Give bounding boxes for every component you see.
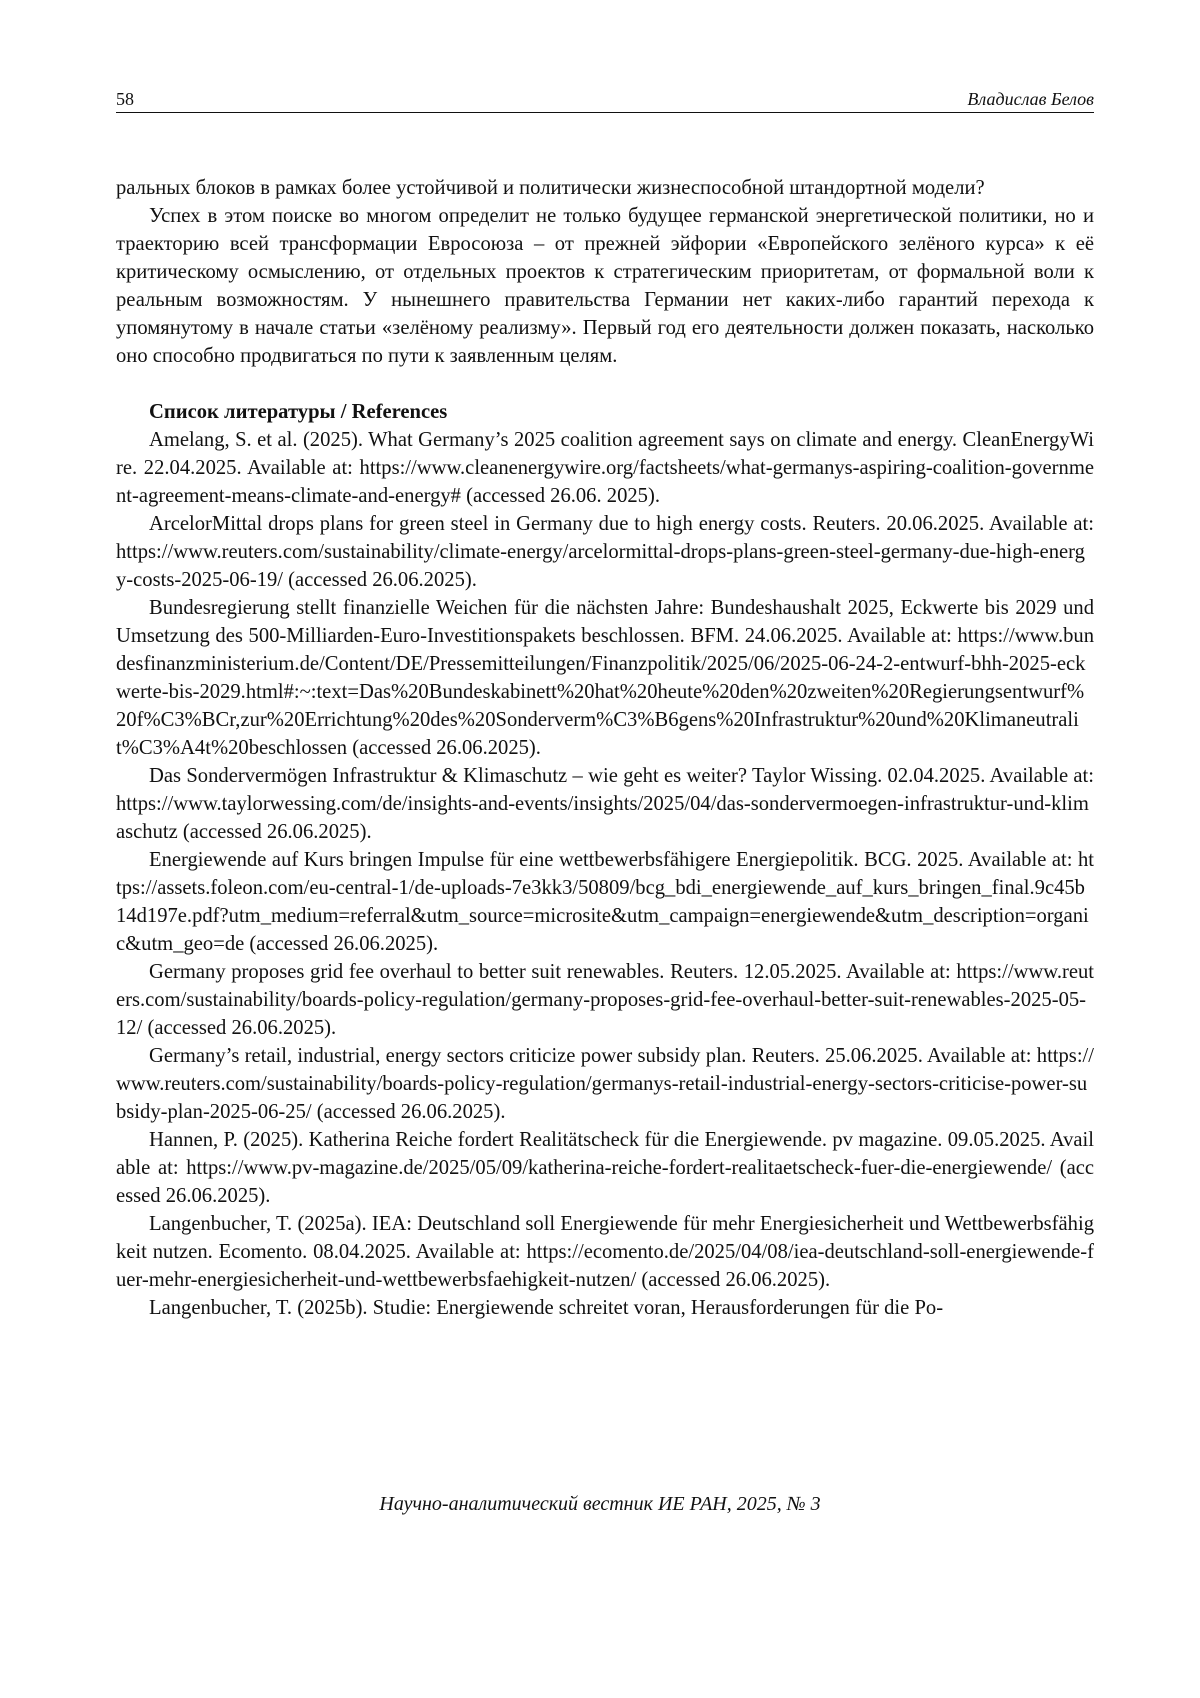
reference-item: ArcelorMittal drops plans for green steel in Germany due to high energy costs. Reuters. 20.06.2025. Available at: https://www.reuters.com/sustainability/climate-energy/arcelormittal-drops-plans-green-steel-germany-due-high-energy-costs-2025-06-19/ (accessed 26.06.2025).	[116, 513, 1094, 591]
body-paragraph-1: ральных блоков в рамках более устойчивой и политически жизнеспособной штандортной модели?	[116, 177, 985, 199]
journal-footer: Научно-аналитический вестник ИЕ РАН, 2025, № 3	[379, 1493, 821, 1515]
page-number: 58	[116, 89, 134, 109]
page-header	[116, 86, 1094, 113]
page-content	[116, 174, 1094, 1322]
reference-item: Hannen, P. (2025). Katherina Reiche fordert Realitätscheck für die Energiewende. pv magazine. 09.05.2025. Available at: https://www.pv-magazine.de/2025/05/09/katherina-reiche-fordert-realitaetscheck-fuer-die-energiewende/ (accessed 26.06.2025).	[116, 1129, 1094, 1207]
reference-item: Energiewende auf Kurs bringen Impulse für eine wettbewerbsfähigere Energiepolitik. BCG. 2025. Available at: https://assets.foleon.com/eu-central-1/de-uploads-7e3kk3/50809/bcg_bdi_energiewende_auf_kurs_bringen_final.9c45b14d197e.pdf?utm_medium=referral&utm_source=microsite&utm_campaign=energiewende&utm_description=organic&utm_geo=de (accessed 26.06.2025).	[116, 849, 1094, 955]
reference-item: Germany proposes grid fee overhaul to better suit renewables. Reuters. 12.05.2025. Available at: https://www.reuters.com/sustainability/boards-policy-regulation/germany-proposes-grid-fee-overhaul-better-suit-renewables-2025-05-12/ (accessed 26.06.2025).	[116, 961, 1094, 1039]
running-author: Владислав Белов	[967, 89, 1094, 109]
reference-item: Langenbucher, T. (2025a). IEA: Deutschland soll Energiewende für mehr Energiesicherheit und Wettbewerbsfähigkeit nutzen. Ecomento. 08.04.2025. Available at: https://ecomento.de/2025/04/08/iea-deutschland-soll-energiewende-fuer-mehr-energiesicherheit-und-wettbewerbsfaehigkeit-nutzen/ (accessed 26.06.2025).	[116, 1213, 1094, 1291]
reference-item: Das Sondervermögen Infrastruktur & Klimaschutz – wie geht es weiter? Taylor Wissing. 02.04.2025. Available at: https://www.taylorwessing.com/de/insights-and-events/insights/2025/04/das-sondervermoegen-infrastruktur-und-klimaschutz (accessed 26.06.2025).	[116, 765, 1094, 843]
reference-item: Germany’s retail, industrial, energy sectors criticize power subsidy plan. Reuters. 25.06.2025. Available at: https://www.reuters.com/sustainability/boards-policy-regulation/germanys-retail-industrial-energy-sectors-criticise-power-subsidy-plan-2025-06-25/ (accessed 26.06.2025).	[116, 1045, 1094, 1123]
references-heading: Список литературы / References	[149, 401, 448, 423]
body-paragraph-2: Успех в этом поиске во многом определит не только будущее германской энергетической политики, но и траекторию всей трансформации Евросоюза – от прежней эйфории «Европейского зелёного курса» к её критическому осмыслению, от отдельных проектов к стратегическим приоритетам, от формальной воли к реальным возможностям. У нынешнего правительства Германии нет каких-либо гарантий перехода к упомянутому в начале статьи «зелёному реализму». Первый год его деятельности должен показать, насколько оно способно продвигаться по пути к заявленным целям.	[116, 205, 1094, 367]
reference-item: Amelang, S. et al. (2025). What Germany’s 2025 coalition agreement says on climate and energy. CleanEnergyWire. 22.04.2025. Available at: https://www.cleanenergywire.org/factsheets/what-germanys-aspiring-coalition-government-agreement-means-climate-and-energy# (accessed 26.06. 2025).	[116, 429, 1094, 507]
reference-item: Langenbucher, T. (2025b). Studie: Energiewende schreitet voran, Herausforderungen für die Po-	[149, 1297, 944, 1319]
reference-item: Bundesregierung stellt finanzielle Weichen für die nächsten Jahre: Bundeshaushalt 2025, Eckwerte bis 2029 und Umsetzung des 500-Milliarden-Euro-Investitionspakets beschlossen. BFM. 24.06.2025. Available at: https://www.bundesfinanzministerium.de/Content/DE/Pressemitteilungen/Finanzpolitik/2025/06/2025-06-24-2-entwurf-bhh-2025-eckwerte-bis-2029.html#:~:text=Das%20Bundeskabinett%20hat%20heute%20den%20zweiten%20Regierungsentwurf%20f%C3%BCr,zur%20Errichtung%20des%20Sonderverm%C3%B6gens%20Infrastruktur%20und%20Klimaneutralit%C3%A4t%20beschlossen (accessed 26.06.2025).	[116, 597, 1094, 759]
